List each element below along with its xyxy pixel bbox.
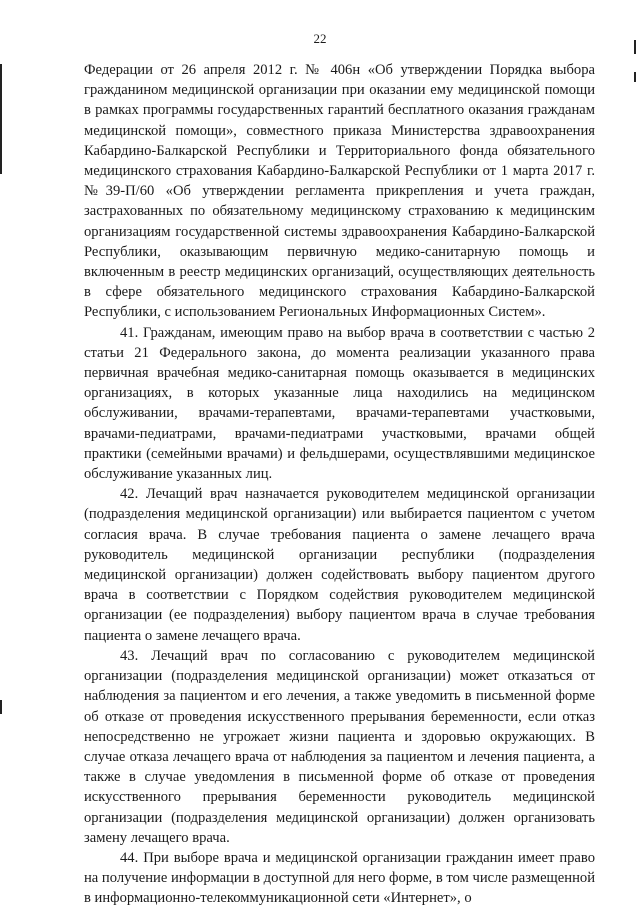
paragraph-44: 44. При выборе врача и медицинской организации гражданин имеет право на получение информации в доступной для него форме, в том числе размещенной в информационно-телекоммуникационной сети «Интернет», о — [84, 849, 596, 907]
page-number: 22 — [313, 31, 327, 46]
scan-mark-right-top — [634, 40, 636, 54]
paragraph-43: 43. Лечащий врач по согласованию с руководителем медицинской организации (подразделения медицинской организации) может отказаться от наблюдения за пациентом и его лечения, а также уведомить в письменной форме об отказе от проведения искусственного прерывания беременности, если отказ непосредственно не угрожает жизни пациента и здоровью окружающих. В случае отказа лечащего врача от наблюдения за пациентом и лечения пациента, а также в случае уведомления в письменной форме об отказе от проведения искусственного прерывания беременности руководитель медицинской организации (подразделения медицинской организации) должен организовать замену лечащего врача. — [84, 647, 595, 846]
scan-mark-right-mid — [634, 72, 636, 82]
scan-mark-left-top — [0, 64, 2, 174]
scan-mark-left-bottom — [0, 700, 2, 714]
paragraph-42: 42. Лечащий врач назначается руководителем медицинской организации (подразделения медицинской организации) или выбирается пациентом с учетом согласия врача. В случае требования пациента о замене лечащего врача руководитель медицинской организации республики (подразделения медицинской организации) должен содействовать выбору пациентом другого врача в соответствии с Порядком содействия руководителем медицинской организации (ее подразделения) выбору пациентом врача в случае требования пациента о замене лечащего врача. — [84, 486, 595, 644]
paragraph-41: 41. Гражданам, имеющим право на выбор врача в соответствии с частью 2 статьи 21 Федерального закона, до момента реализации указанного права первичная врачебная медико-санитарная помощь оказывается в медицинских организациях, в которых указанные лица находились на медицинском обслуживании, врачами-терапевтами, врачами-терапевтами участковыми, врачами-педиатрами, врачами-педиатрами участковыми, врачами общей практики (семейными врачами) и фельдшерами, осуществлявшими медицинское обслуживание указанных лиц. — [84, 324, 595, 483]
document-body — [84, 60, 595, 909]
paragraph-continuation: Федерации от 26 апреля 2012 г. № 406н «Об утверждении Порядка выбора гражданином медицинской организации при оказании ему медицинской помощи в рамках программы государственных гарантий бесплатного оказания гражданам медицинской помощи», совместного приказа Министерства здравоохранения Кабардино-Балкарской Республики и Территориального фонда обязательного медицинского страхования Кабардино-Балкарской Республики от 1 марта 2017 г. №39-П/60 «Об утверждении регламента прикрепления и учета граждан, застрахованных по обязательному медицинскому страхованию к медицинским организациям государственной системы здравоохранения Кабардино-Балкарской Республики, оказывающим первичную медико-санитарную помощь и включенным в реестр медицинских организаций, осуществляющих деятельность в сфере обязательного медицинского страхования Кабардино-Балкарской Республики, с использованием Региональных Информационных Систем». — [84, 62, 595, 321]
